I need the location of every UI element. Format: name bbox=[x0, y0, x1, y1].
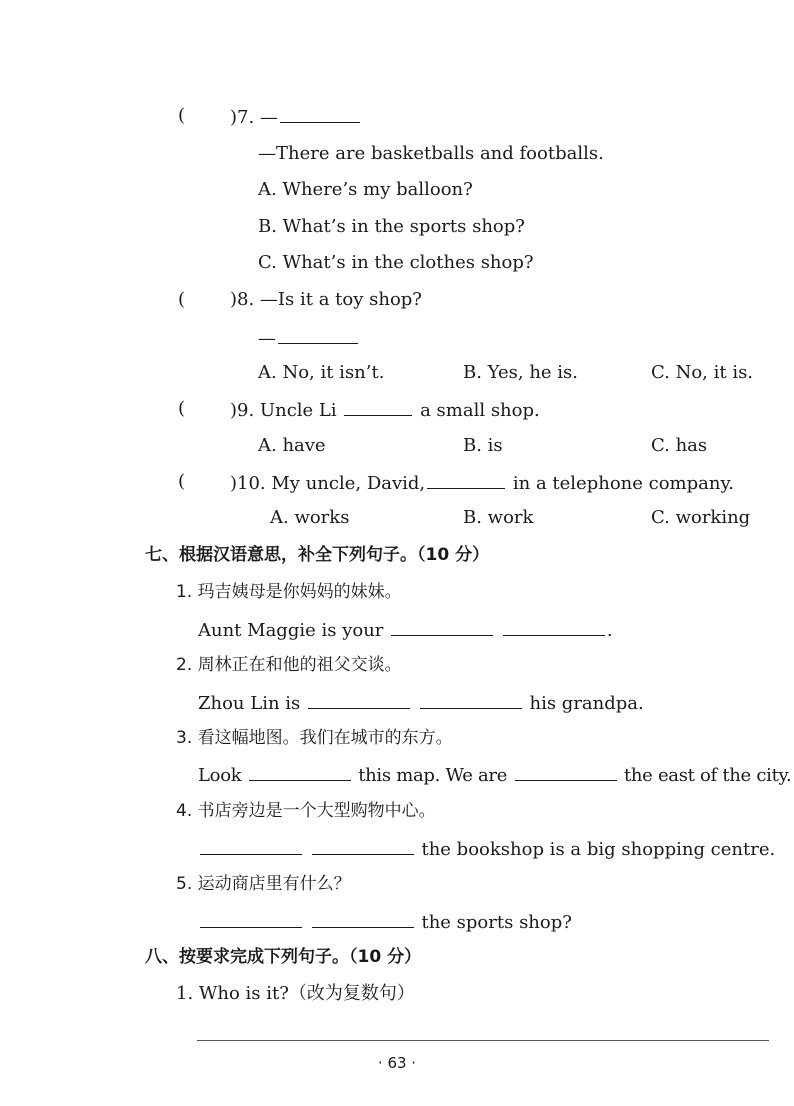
answer-paren-left: ( bbox=[178, 471, 186, 492]
option-a: A. works bbox=[270, 507, 350, 528]
answer-blank[interactable] bbox=[420, 690, 522, 709]
option-b: B. What’s in the sports shop? bbox=[258, 216, 525, 237]
s7-item-3-en: Look this map. We are the east of the city. bbox=[198, 762, 791, 788]
section-8-title: 八、按要求完成下列句子。（10 分） bbox=[145, 947, 422, 967]
option-a: A. Where’s my balloon? bbox=[258, 179, 473, 200]
section-7-title: 七、根据汉语意思，补全下列句子。（10 分） bbox=[145, 545, 490, 565]
answer-paren-right: )8. —Is it a toy shop? bbox=[230, 289, 422, 310]
question-stem: 7. — bbox=[237, 107, 278, 128]
s7-item-1-en: Aunt Maggie is your . bbox=[198, 617, 613, 643]
answer-blank[interactable] bbox=[308, 690, 410, 709]
option-b: B. is bbox=[463, 435, 503, 456]
question-10 bbox=[178, 470, 734, 494]
option-c: C. has bbox=[651, 435, 708, 456]
answer-blank[interactable] bbox=[515, 762, 617, 781]
question-suffix: in a telephone company. bbox=[512, 473, 734, 494]
answer-blank[interactable] bbox=[278, 325, 358, 344]
answer-line[interactable] bbox=[197, 1040, 769, 1041]
answer-blank[interactable] bbox=[249, 762, 351, 781]
option-a: A. No, it isn’t. bbox=[258, 362, 385, 383]
question-9 bbox=[178, 397, 540, 421]
question-stem: 10. My uncle, David, bbox=[237, 473, 426, 494]
s7-item-4-cn: 4. 书店旁边是一个大型购物中心。 bbox=[176, 801, 436, 821]
s7-item-5-cn: 5. 运动商店里有什么？ bbox=[176, 874, 351, 894]
s7-item-2-en: Zhou Lin is his grandpa. bbox=[198, 690, 644, 716]
option-a: A. have bbox=[258, 435, 326, 456]
answer-blank[interactable] bbox=[280, 104, 360, 123]
option-c: C. What’s in the clothes shop? bbox=[258, 252, 534, 273]
question-7-line2: —There are basketballs and footballs. bbox=[258, 143, 604, 164]
answer-blank[interactable] bbox=[427, 470, 505, 489]
answer-blank[interactable] bbox=[200, 909, 302, 928]
question-stem: 8. —Is it a toy shop? bbox=[237, 289, 422, 310]
option-b: B. Yes, he is. bbox=[463, 362, 579, 383]
s7-item-1-cn: 1. 玛吉姨母是你妈妈的妹妹。 bbox=[176, 582, 402, 602]
answer-paren-right: )7. — bbox=[230, 104, 362, 130]
page-number: · 63 · bbox=[377, 1054, 417, 1072]
s7-item-2-cn: 2. 周林正在和他的祖父交谈。 bbox=[176, 655, 402, 675]
question-7 bbox=[178, 104, 278, 128]
answer-paren-right: )10. My uncle, David, in a telephone company. bbox=[230, 470, 734, 496]
s8-item-1: 1. Who is it?（改为复数句） bbox=[176, 983, 415, 1004]
option-c: C. No, it is. bbox=[651, 362, 754, 383]
s7-item-5-en: the sports shop? bbox=[198, 909, 572, 935]
option-c: C. working bbox=[651, 507, 751, 528]
question-suffix: a small shop. bbox=[420, 400, 540, 421]
answer-blank[interactable] bbox=[312, 909, 414, 928]
s7-item-3-cn: 3. 看这幅地图。我们在城市的东方。 bbox=[176, 728, 453, 748]
question-8 bbox=[178, 288, 422, 312]
answer-blank[interactable] bbox=[344, 397, 412, 416]
option-b: B. work bbox=[463, 507, 534, 528]
question-8-line2: — bbox=[258, 325, 360, 351]
answer-paren-left: ( bbox=[178, 289, 186, 310]
answer-blank[interactable] bbox=[312, 836, 414, 855]
answer-blank[interactable] bbox=[391, 617, 493, 636]
question-stem: 9. Uncle Li bbox=[237, 400, 337, 421]
answer-blank[interactable] bbox=[503, 617, 605, 636]
s7-item-4-en: the bookshop is a big shopping centre. bbox=[198, 836, 775, 862]
answer-paren-right: )9. Uncle Li a small shop. bbox=[230, 397, 540, 423]
answer-blank[interactable] bbox=[200, 836, 302, 855]
answer-paren-left: ( bbox=[178, 398, 186, 419]
answer-paren-left: ( bbox=[178, 105, 186, 126]
